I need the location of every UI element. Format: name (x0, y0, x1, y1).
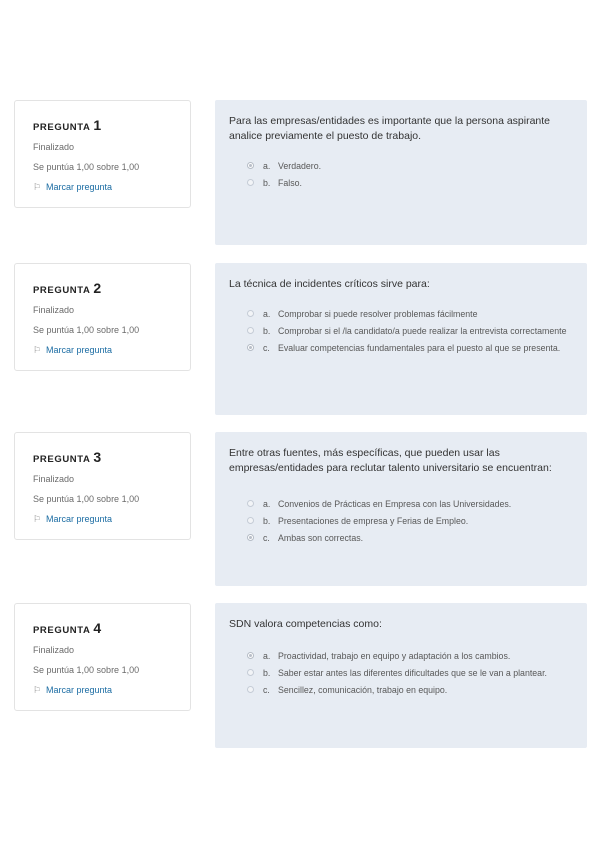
answer-letter: c. (263, 533, 270, 543)
radio-button[interactable] (247, 327, 254, 334)
answer-option-a[interactable] (229, 650, 571, 662)
radio-button[interactable] (247, 179, 254, 186)
question-content-panel (215, 603, 587, 748)
question-info-panel (14, 432, 191, 540)
question-label: PREGUNTA (33, 454, 91, 465)
answer-text: Sencillez, comunicación, trabajo en equipo. (278, 685, 448, 695)
answer-text: Presentaciones de empresa y Ferias de Empleo. (278, 516, 469, 526)
question-state: Finalizado (33, 474, 75, 484)
flag-question-label: Marcar pregunta (46, 685, 113, 695)
question-text: Para las empresas/entidades es importante que la persona aspirante analice previamente el puesto de trabajo. (229, 115, 551, 142)
question-title (33, 620, 172, 636)
flag-question-label: Marcar pregunta (46, 182, 113, 192)
question-title (33, 280, 172, 296)
question-info-panel (14, 263, 191, 371)
flag-question-label: Marcar pregunta (46, 514, 113, 524)
question-number: 1 (93, 117, 102, 133)
answer-list (229, 160, 571, 189)
radio-button[interactable] (247, 310, 254, 317)
flag-icon: ⚐ (33, 684, 42, 695)
question-content-panel (215, 432, 587, 586)
question-content-panel (215, 263, 587, 415)
question-info-panel (14, 100, 191, 208)
answer-letter: a. (263, 309, 271, 319)
flag-question-link[interactable] (33, 345, 172, 355)
question-state: Finalizado (33, 142, 75, 152)
answer-text: Verdadero. (278, 161, 322, 171)
answer-option-b[interactable] (229, 177, 571, 189)
question-title (33, 117, 172, 133)
question-label: PREGUNTA (33, 625, 91, 636)
flag-question-link[interactable] (33, 514, 172, 524)
answer-letter: b. (263, 668, 271, 678)
question-number: 3 (93, 449, 102, 465)
question-number: 4 (93, 620, 102, 636)
question-number: 2 (93, 280, 102, 296)
answer-list (229, 308, 571, 354)
answer-text: Comprobar si puede resolver problemas fácilmente (278, 309, 478, 319)
question-state: Finalizado (33, 645, 75, 655)
question-label: PREGUNTA (33, 285, 91, 296)
answer-option-a[interactable] (229, 308, 571, 320)
radio-button-checked[interactable] (247, 344, 254, 351)
flag-question-link[interactable] (33, 685, 172, 695)
radio-button[interactable] (247, 500, 254, 507)
answer-text: Ambas son correctas. (278, 533, 364, 543)
question-content-panel (215, 100, 587, 245)
radio-button-checked[interactable] (247, 162, 254, 169)
question-state: Finalizado (33, 305, 75, 315)
question-text: La técnica de incidentes críticos sirve para: (229, 278, 430, 290)
question-title (33, 449, 172, 465)
answer-letter: a. (263, 651, 271, 661)
answer-text: Convenios de Prácticas en Empresa con las Universidades. (278, 499, 512, 509)
question-grade: Se puntúa 1,00 sobre 1,00 (33, 494, 140, 504)
question-grade: Se puntúa 1,00 sobre 1,00 (33, 665, 140, 675)
flag-icon: ⚐ (33, 181, 42, 192)
answer-option-b[interactable] (229, 667, 571, 679)
answer-letter: c. (263, 685, 270, 695)
answer-text: Comprobar si el /la candidato/a puede realizar la entrevista correctamente (278, 326, 567, 336)
answer-option-c[interactable] (229, 532, 571, 544)
answer-option-c[interactable] (229, 342, 571, 354)
flag-icon: ⚐ (33, 513, 42, 524)
answer-option-b[interactable] (229, 325, 571, 337)
flag-question-label: Marcar pregunta (46, 345, 113, 355)
flag-icon: ⚐ (33, 344, 42, 355)
answer-option-c[interactable] (229, 684, 571, 696)
answer-letter: b. (263, 516, 271, 526)
question-label: PREGUNTA (33, 122, 91, 133)
question-grade: Se puntúa 1,00 sobre 1,00 (33, 162, 140, 172)
radio-button[interactable] (247, 517, 254, 524)
radio-button-checked[interactable] (247, 534, 254, 541)
answer-text: Proactividad, trabajo en equipo y adaptación a los cambios. (278, 651, 511, 661)
answer-text: Evaluar competencias fundamentales para el puesto al que se presenta. (278, 343, 561, 353)
answer-list (229, 498, 571, 544)
question-text: Entre otras fuentes, más específicas, que pueden usar las empresas/entidades para reclutar talento universitario se encuentran: (229, 447, 552, 474)
radio-button[interactable] (247, 686, 254, 693)
question-text: SDN valora competencias como: (229, 618, 382, 630)
radio-button[interactable] (247, 669, 254, 676)
answer-text: Saber estar antes las diferentes dificultades que se le van a plantear. (278, 668, 547, 678)
answer-text: Falso. (278, 178, 302, 188)
flag-question-link[interactable] (33, 182, 172, 192)
answer-option-b[interactable] (229, 515, 571, 527)
answer-option-a[interactable] (229, 498, 571, 510)
answer-letter: c. (263, 343, 270, 353)
answer-letter: a. (263, 161, 271, 171)
answer-option-a[interactable] (229, 160, 571, 172)
answer-list (229, 650, 571, 696)
answer-letter: b. (263, 326, 271, 336)
radio-button-checked[interactable] (247, 652, 254, 659)
answer-letter: b. (263, 178, 271, 188)
answer-letter: a. (263, 499, 271, 509)
question-grade: Se puntúa 1,00 sobre 1,00 (33, 325, 140, 335)
question-info-panel (14, 603, 191, 711)
